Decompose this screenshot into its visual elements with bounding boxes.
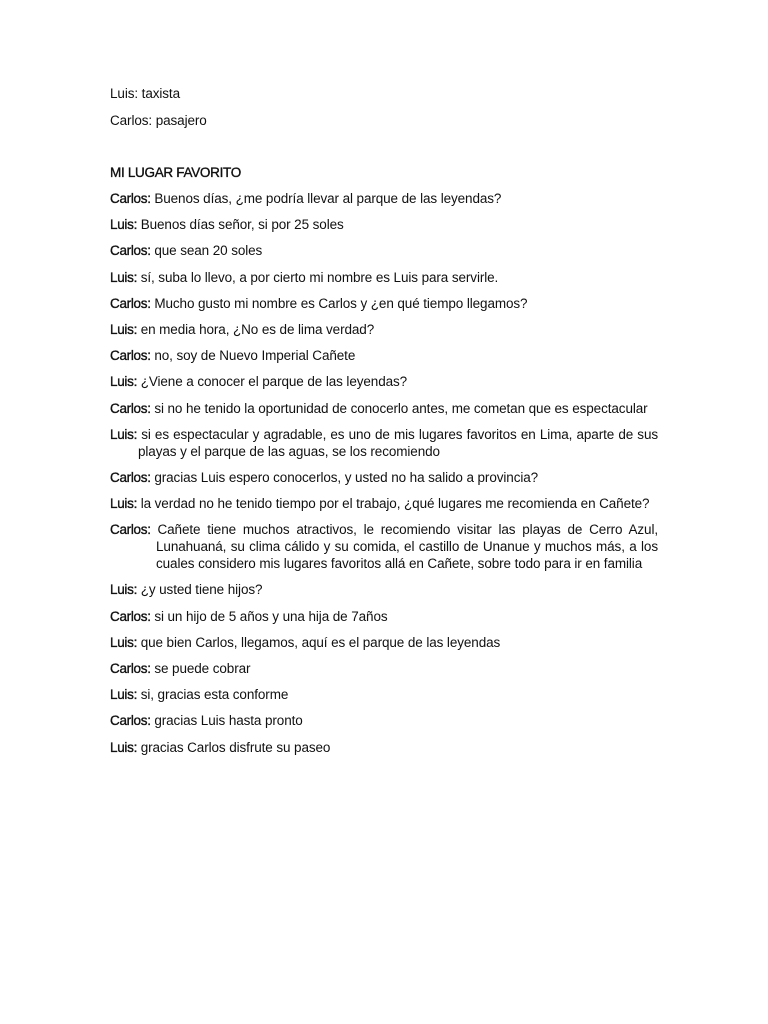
dialogue-text: gracias Luis espero conocerlos, y usted no ha salido a provincia? (154, 469, 539, 485)
dialogue-text: si no he tenido la oportunidad de conocerlo antes, me cometan que es espectacular (154, 400, 648, 416)
speaker-name: Carlos: (110, 608, 151, 624)
dialogue-line (110, 426, 658, 460)
speaker-name: Luis: (110, 217, 138, 233)
dialogue-line (110, 190, 658, 207)
role-line-luis: Luis: taxista (110, 86, 180, 101)
dialogue-text: ¿y usted tiene hijos? (140, 582, 263, 598)
dialogue-line (110, 269, 658, 286)
dialogue-line (110, 581, 658, 598)
dialogue-text: Cañete tiene muchos atractivos, le recomiendo visitar las playas de Cerro Azul, Lunahuaná, su clima cálido y su comida, el castillo de Unanue y muchos más, a los cuales considero mis lugares favoritos allá en Cañete, sobre todo para ir en familia (156, 522, 658, 572)
dialogue-line (110, 295, 658, 312)
dialogue-line (110, 347, 658, 364)
dialogue-line (110, 660, 658, 677)
document-title: MI LUGAR FAVORITO (110, 165, 241, 180)
speaker-name: Carlos: (110, 348, 151, 364)
speaker-name: Carlos: (110, 661, 151, 676)
speaker-name: Luis: (110, 496, 138, 512)
dialogue-line (110, 373, 658, 390)
speaker-name: Luis: (110, 426, 138, 442)
dialogue-line (110, 495, 658, 512)
dialogue-line (110, 469, 658, 486)
speaker-name: Luis: (110, 321, 138, 337)
dialogue-text: si es espectacular y agradable, es uno de mis lugares favoritos en Lima, aparte de sus playas y el parque de las aguas, se los recomiendo (138, 426, 659, 459)
speaker-name: Carlos: (110, 191, 151, 206)
speaker-name: Luis: (110, 374, 138, 390)
dialogue-text: sí, suba lo llevo, a por cierto mi nombre es Luis para servirle. (140, 269, 499, 285)
dialogue-text: se puede cobrar (154, 661, 251, 676)
dialogue-text: ¿Viene a conocer el parque de las leyendas? (140, 374, 408, 390)
dialogue-text: no, soy de Nuevo Imperial Cañete (154, 348, 356, 364)
speaker-name: Carlos: (110, 400, 151, 416)
dialogue-text: que sean 20 soles (154, 243, 263, 259)
dialogue-line (110, 712, 658, 729)
dialogue-text: si un hijo de 5 años y una hija de 7años (154, 608, 388, 624)
character-list (110, 84, 658, 138)
speaker-name: Carlos: (110, 469, 151, 485)
dialogue-line (110, 321, 658, 338)
speaker-name: Carlos: (110, 522, 151, 538)
dialogue-line (110, 400, 658, 417)
speaker-name: Luis: (110, 634, 138, 650)
speaker-name: Luis: (110, 739, 138, 755)
speaker-name: Carlos: (110, 713, 151, 729)
speaker-name: Carlos: (110, 243, 151, 259)
dialogue-line (110, 739, 658, 756)
dialogue-line (110, 608, 658, 625)
dialogue (110, 190, 658, 765)
dialogue-text: gracias Carlos disfrute su paseo (140, 739, 331, 755)
dialogue-text: gracias Luis hasta pronto (154, 713, 303, 729)
speaker-name: Carlos: (110, 295, 151, 311)
speaker-name: Luis: (110, 582, 138, 598)
dialogue-text: que bien Carlos, llegamos, aquí es el parque de las leyendas (140, 634, 501, 650)
dialogue-text: Buenos días señor, si por 25 soles (140, 217, 344, 233)
dialogue-line (110, 634, 658, 651)
role-line-carlos: Carlos: pasajero (110, 113, 207, 128)
dialogue-line (110, 216, 658, 233)
dialogue-text: si, gracias esta conforme (140, 687, 289, 703)
dialogue-text: en media hora, ¿No es de lima verdad? (140, 321, 375, 337)
speaker-name: Luis: (110, 687, 138, 703)
dialogue-text: la verdad no he tenido tiempo por el trabajo, ¿qué lugares me recomienda en Cañete? (140, 496, 650, 512)
dialogue-text: Buenos días, ¿me podría llevar al parque de las leyendas? (154, 191, 502, 206)
speaker-name: Luis: (110, 269, 138, 285)
dialogue-text: Mucho gusto mi nombre es Carlos y ¿en qué tiempo llegamos? (154, 295, 528, 311)
dialogue-line (110, 521, 658, 572)
dialogue-line (110, 242, 658, 259)
dialogue-line (110, 686, 658, 703)
